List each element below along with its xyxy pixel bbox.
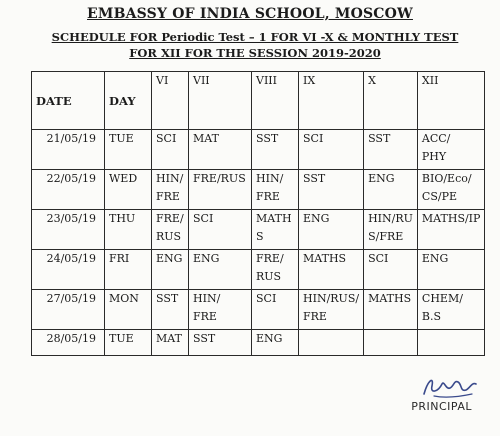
- cell-ix: [299, 330, 364, 356]
- cell-ix: MATHS: [299, 250, 364, 290]
- principal-signature: [420, 372, 482, 402]
- cell-vii: HIN/ FRE: [189, 290, 252, 330]
- cell-date: 28/05/19: [32, 330, 105, 356]
- cell-day: TUE: [105, 130, 152, 170]
- header-day: DAY: [105, 72, 152, 130]
- cell-vii: SCI: [189, 210, 252, 250]
- table-header-row: [32, 72, 485, 130]
- cell-viii: SCI: [252, 290, 299, 330]
- cell-day: WED: [105, 170, 152, 210]
- cell-viii: MATH S: [252, 210, 299, 250]
- cell-xii: [417, 330, 485, 356]
- table-row: [32, 290, 485, 330]
- cell-day: FRI: [105, 250, 152, 290]
- cell-date: 24/05/19: [32, 250, 105, 290]
- cell-ix: SST: [299, 170, 364, 210]
- cell-day: TUE: [105, 330, 152, 356]
- cell-x: HIN/RU S/FRE: [364, 210, 418, 250]
- cell-x: MATHS: [364, 290, 418, 330]
- cell-xii: ACC/ PHY: [417, 130, 485, 170]
- cell-xii: CHEM/ B.S: [417, 290, 485, 330]
- cell-x: SCI: [364, 250, 418, 290]
- header-date: DATE: [32, 72, 105, 130]
- principal-label: PRINCIPAL: [411, 400, 472, 413]
- cell-viii: FRE/ RUS: [252, 250, 299, 290]
- cell-ix: SCI: [299, 130, 364, 170]
- table-row: [32, 330, 485, 356]
- header-class-viii: VIII: [252, 72, 299, 130]
- cell-ix: HIN/RUS/ FRE: [299, 290, 364, 330]
- header-class-vii: VII: [189, 72, 252, 130]
- cell-x: SST: [364, 130, 418, 170]
- cell-vi: FRE/ RUS: [152, 210, 189, 250]
- cell-date: 23/05/19: [32, 210, 105, 250]
- cell-vi: HIN/ FRE: [152, 170, 189, 210]
- cell-vi: MAT: [152, 330, 189, 356]
- table-row: [32, 210, 485, 250]
- cell-viii: ENG: [252, 330, 299, 356]
- cell-xii: BIO/Eco/ CS/PE: [417, 170, 485, 210]
- header-class-vi: VI: [152, 72, 189, 130]
- cell-vii: MAT: [189, 130, 252, 170]
- header-class-xii: XII: [417, 72, 485, 130]
- cell-vi: SCI: [152, 130, 189, 170]
- cell-date: 22/05/19: [32, 170, 105, 210]
- cell-vii: FRE/RUS: [189, 170, 252, 210]
- school-title: EMBASSY OF INDIA SCHOOL, MOSCOW: [87, 6, 413, 22]
- cell-vi: ENG: [152, 250, 189, 290]
- cell-vii: ENG: [189, 250, 252, 290]
- table-body: [32, 130, 485, 356]
- schedule-subtitle: SCHEDULE FOR Periodic Test – 1 FOR VI -X & MONTHLY TEST FOR XII FOR THE SESSION 2019-2020: [51, 30, 459, 60]
- cell-viii: SST: [252, 130, 299, 170]
- table-row: [32, 130, 485, 170]
- cell-date: 21/05/19: [32, 130, 105, 170]
- cell-viii: HIN/ FRE: [252, 170, 299, 210]
- table-row: [32, 250, 485, 290]
- cell-day: MON: [105, 290, 152, 330]
- cell-x: ENG: [364, 170, 418, 210]
- header-class-x: X: [364, 72, 418, 130]
- cell-vi: SST: [152, 290, 189, 330]
- cell-ix: ENG: [299, 210, 364, 250]
- cell-vii: SST: [189, 330, 252, 356]
- cell-day: THU: [105, 210, 152, 250]
- cell-x: [364, 330, 418, 356]
- cell-xii: MATHS/IP: [417, 210, 485, 250]
- cell-date: 27/05/19: [32, 290, 105, 330]
- header-class-ix: IX: [299, 72, 364, 130]
- table-row: [32, 170, 485, 210]
- schedule-table: [31, 71, 485, 356]
- cell-xii: ENG: [417, 250, 485, 290]
